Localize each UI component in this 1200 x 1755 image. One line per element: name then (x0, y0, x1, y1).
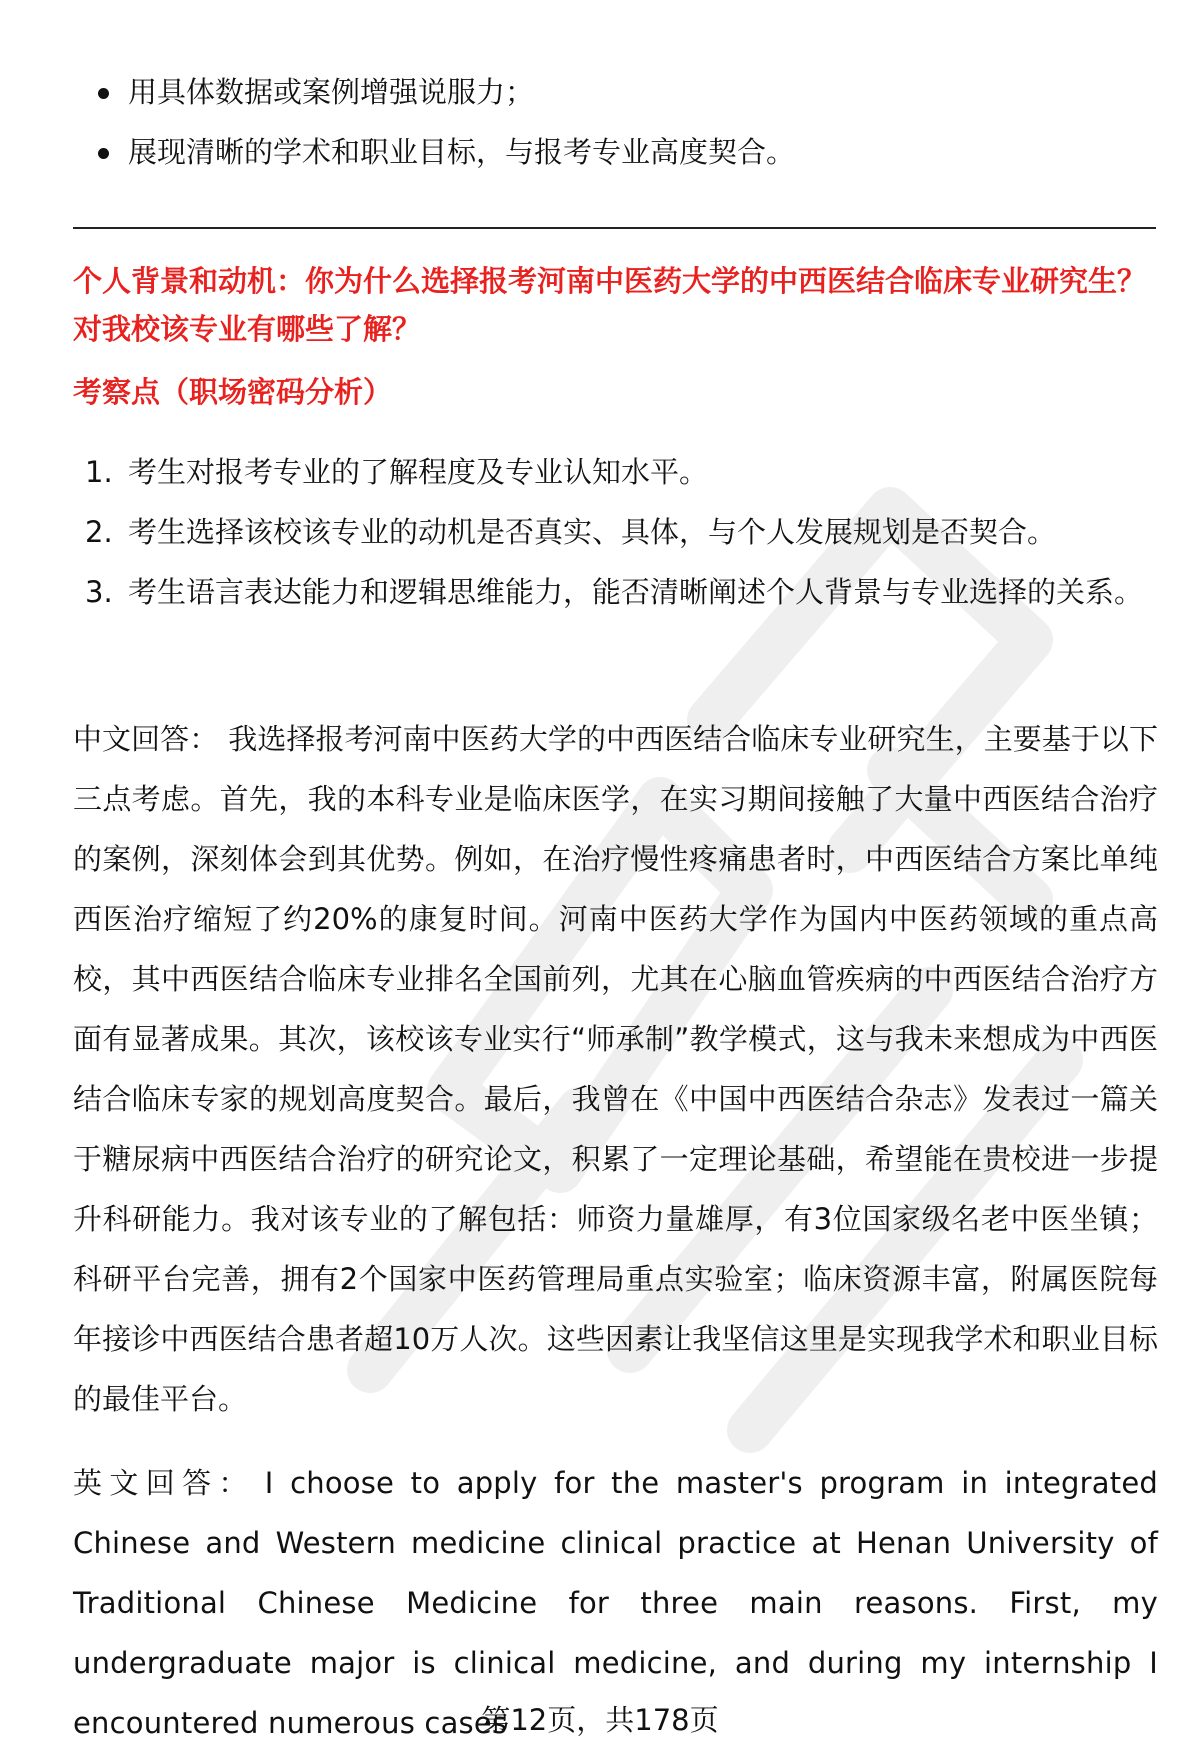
bullet-list (95, 62, 1155, 182)
page-number-footer: 第12页，共178页 (481, 1703, 719, 1737)
section-divider (73, 227, 1156, 229)
assessment-points-list (80, 442, 1156, 622)
bullet-item: 用具体数据或案例增强说服力； (95, 62, 1155, 122)
question-heading: 个人背景和动机：你为什么选择报考河南中医药大学的中西医结合临床专业研究生？对我校该专业有哪些了解？ (73, 264, 1147, 346)
english-answer-label: 英文回答： (73, 1466, 255, 1500)
item-text: 考生选择该校该专业的动机是否真实、具体，与个人发展规划是否契合。 (128, 515, 1057, 549)
list-item (80, 502, 1156, 562)
chinese-answer (73, 709, 1158, 1429)
chinese-answer-text: 我选择报考河南中医药大学的中西医结合临床专业研究生，主要基于以下三点考虑。首先，我的本科专业是临床医学，在实习期间接触了大量中西医结合治疗的案例，深刻体会到其优势。例如，在治疗慢性疼痛患者时，中西医结合方案比单纯西医治疗缩短了约20%的康复时间。河南中医药大学作为国内中医药领域的重点高校，其中西医结合临床专业排名全国前列，尤其在心脑血管疾病的中西医结合治疗方面有显著成果。其次，该校该专业实行“师承制”教学模式，这与我未来想成为中西医结合临床专家的规划高度契合。最后，我曾在《中国中西医结合杂志》发表过一篇关于糖尿病中西医结合治疗的研究论文，积累了一定理论基础，希望能在贵校进一步提升科研能力。我对该专业的了解包括：师资力量雄厚，有3位国家级名老中医坐镇；科研平台完善，拥有2个国家中医药管理局重点实验室；临床资源丰富，附属医院每年接诊中西医结合患者超10万人次。这些因素让我坚信这里是实现我学术和职业目标的最佳平台。 (73, 722, 1158, 1416)
list-item (80, 442, 1156, 502)
item-text: 考生对报考专业的了解程度及专业认知水平。 (128, 455, 709, 489)
item-number: 2. (85, 515, 113, 549)
item-number: 3. (85, 575, 113, 609)
item-number: 1. (85, 455, 113, 489)
english-answer-text: I choose to apply for the master's program in integrated Chinese and Western medicine clinical practice at Henan University of Traditional Chinese Medicine for three main reasons. First, my undergraduate major is clinical medicine, and during my internship I encountered numerous cases (73, 1466, 1158, 1740)
chinese-answer-label: 中文回答： (73, 722, 219, 756)
list-item (80, 562, 1156, 622)
assessment-points-heading: 考察点（职场密码分析） (73, 375, 393, 409)
item-text: 考生语言表达能力和逻辑思维能力，能否清晰阐述个人背景与专业选择的关系。 (128, 575, 1144, 609)
bullet-item: 展现清晰的学术和职业目标，与报考专业高度契合。 (95, 122, 1155, 182)
